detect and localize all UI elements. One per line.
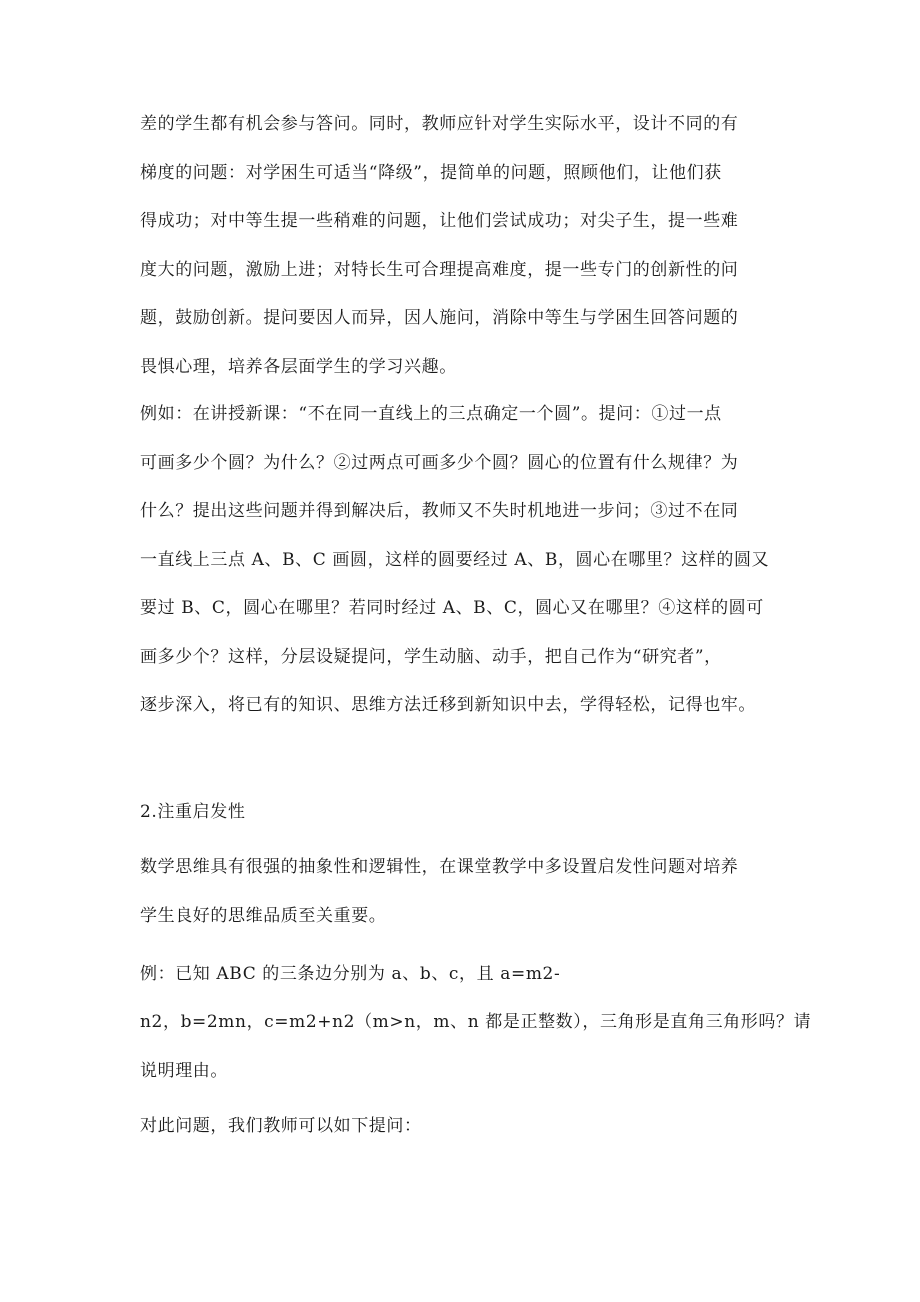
paragraph-inspiring-questions: [140, 843, 790, 940]
text-line: 什么？提出这些问题并得到解决后，教师又不失时机地进一步问；③过不在同: [140, 501, 739, 521]
paragraph-triangle-conditions: [140, 998, 812, 1095]
text-line: 得成功；对中等生提一些稍难的问题，让他们尝试成功；对尖子生，提一些难: [140, 211, 739, 231]
text-line: n2，b=2mn，c=m2+n2（m>n，m、n 都是正整数），三角形是直角三角形吗？请: [140, 1012, 812, 1032]
text-line: 可画多少个圆？为什么？②过两点可画多少个圆？圆心的位置有什么规律？为: [140, 452, 739, 473]
section-heading: 2.注重启发性: [140, 802, 246, 822]
text-line: 题，鼓励创新。提问要因人而异，因人施问，消除中等生与学困生回答问题的: [140, 308, 739, 328]
text-line: 对此问题，我们教师可以如下提问：: [140, 1116, 422, 1136]
text-line: 例：已知 ABC 的三条边分别为 a、b、c，且 a=m2-: [140, 964, 561, 984]
text-line: 差的学生都有机会参与答问。同时，教师应针对学生实际水平，设计不同的有: [140, 114, 739, 134]
paragraph-teacher-prompt: [140, 1102, 790, 1151]
text-line: 度大的问题，激励上进；对特长生可合理提高难度，提一些专门的创新性的问: [140, 259, 739, 280]
paragraph-triangle-example: [140, 950, 790, 999]
paragraph-circle-example: [140, 390, 790, 730]
text-line: 说明理由。: [140, 1060, 228, 1081]
text-line: 要过 B、C，圆心在哪里？若同时经过 A、B、C，圆心又在哪里？④这样的圆可: [140, 598, 764, 618]
text-line: 梯度的问题：对学困生可适当“降级”，提简单的问题，照顾他们，让他们获: [140, 162, 722, 183]
text-line: 数学思维具有很强的抽象性和逻辑性，在课堂教学中多设置启发性问题对培养: [140, 857, 739, 877]
text-line: 例如：在讲授新课：“不在同一直线上的三点确定一个圆”。提问：①过一点: [140, 404, 722, 424]
text-line: 学生良好的思维品质至关重要。: [140, 905, 387, 926]
paragraph-differentiated-questioning: [140, 100, 790, 391]
text-line: 一直线上三点 A、B、C 画圆，这样的圆要经过 A、B，圆心在哪里？这样的圆又: [140, 549, 770, 570]
text-line: 畏惧心理，培养各层面学生的学习兴趣。: [140, 356, 457, 377]
text-line: 画多少个？这样，分层设疑提问，学生动脑、动手，把自己作为“研究者”，: [140, 646, 722, 667]
text-line: 逐步深入，将已有的知识、思维方法迁移到新知识中去，学得轻松，记得也牢。: [140, 695, 756, 715]
